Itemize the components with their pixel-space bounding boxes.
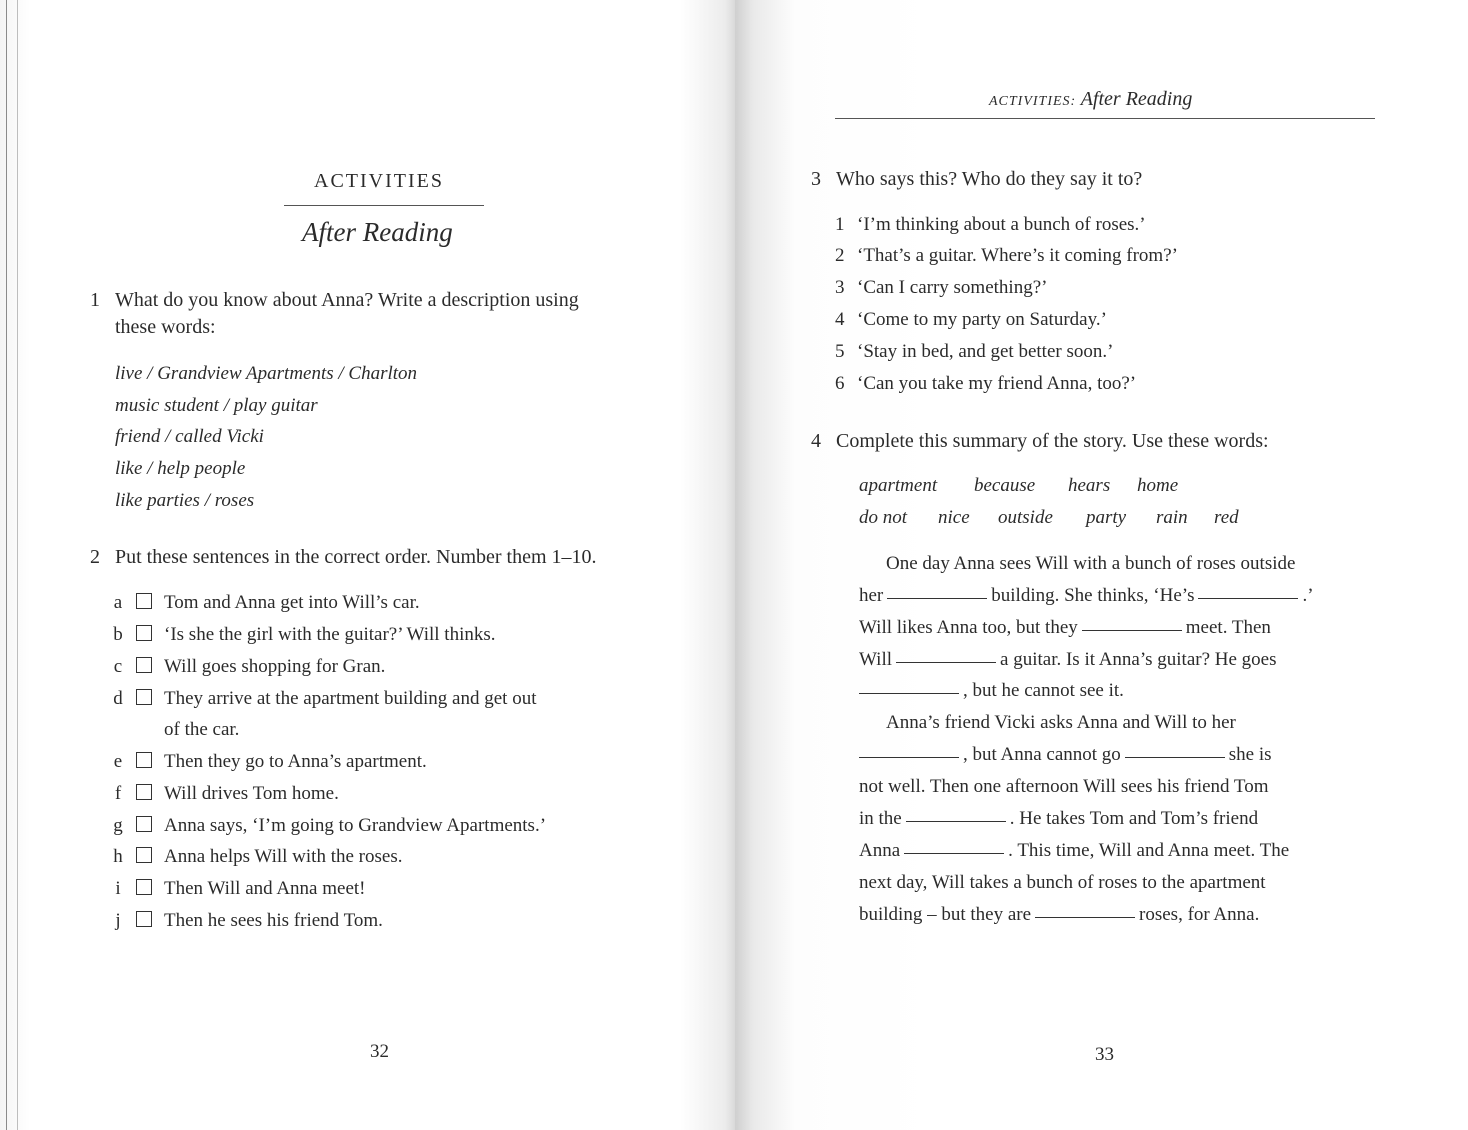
title-rule <box>284 205 484 206</box>
answer-blank[interactable] <box>1082 630 1182 631</box>
q2-item <box>108 624 496 646</box>
q1-prompt-line2: these words: <box>115 316 216 338</box>
answer-checkbox[interactable] <box>136 911 152 927</box>
summary-text: .’ <box>1302 585 1314 606</box>
q2-prompt: Put these sentences in the correct order. Number them 1–10. <box>115 546 597 568</box>
subtitle: After Reading <box>302 217 453 247</box>
q3-item-text: ‘Stay in bed, and get better soon.’ <box>857 341 1114 362</box>
answer-blank[interactable] <box>896 662 996 663</box>
q2-item-letter: g <box>113 815 123 836</box>
q3-number: 3 <box>811 168 821 190</box>
summary-text: , but Anna cannot go <box>963 744 1121 765</box>
summary-text: meet. Then <box>1185 617 1271 638</box>
q2-item-text: ‘Is she the girl with the guitar?’ Will thinks. <box>164 624 496 645</box>
section-title: ACTIVITIES <box>314 170 444 192</box>
q3-item <box>835 214 1146 236</box>
q2-item-letter: c <box>113 656 123 677</box>
summary-line <box>859 617 1271 639</box>
page-stack-edge <box>6 0 18 1130</box>
answer-blank[interactable] <box>906 821 1006 822</box>
q3-item <box>835 245 1178 267</box>
summary-line <box>859 840 1289 862</box>
q3-item <box>835 277 1047 299</box>
q2-item <box>108 878 366 900</box>
q4-word: outside <box>998 507 1053 528</box>
q2-item <box>108 783 339 805</box>
summary-line <box>859 680 1124 702</box>
q1-number: 1 <box>90 289 100 311</box>
q2-number: 2 <box>90 546 100 568</box>
q4-prompt: Complete this summary of the story. Use these words: <box>836 430 1269 452</box>
summary-text: she is <box>1228 744 1272 765</box>
summary-text: . This time, Will and Anna meet. The <box>1008 840 1290 861</box>
page-number: 32 <box>370 1041 389 1062</box>
answer-blank[interactable] <box>859 693 959 694</box>
q4-word: hears <box>1068 475 1111 496</box>
summary-text: her <box>859 585 884 606</box>
running-head-rule <box>835 118 1375 119</box>
q2-item-continuation: of the car. <box>164 719 240 740</box>
q2-item-text: Then he sees his friend Tom. <box>164 910 383 931</box>
q2-item-letter: i <box>115 878 121 899</box>
q2-item-text: They arrive at the apartment building and get out <box>164 688 537 709</box>
q2-item-text: Anna says, ‘I’m going to Grandview Apartments.’ <box>164 815 547 836</box>
summary-text: . He takes Tom and Tom’s friend <box>1009 808 1259 829</box>
summary-line <box>859 808 1258 830</box>
q3-item-number: 6 <box>835 373 845 394</box>
summary-line <box>859 744 1272 766</box>
summary-text: Anna <box>859 840 901 861</box>
summary-line <box>859 904 1259 926</box>
answer-checkbox[interactable] <box>136 784 152 800</box>
q3-item-number: 2 <box>835 245 845 266</box>
q3-item-number: 1 <box>835 214 845 235</box>
q1-word-group: friend / called Vicki <box>115 426 264 447</box>
summary-line <box>859 585 1314 607</box>
q4-word: party <box>1086 507 1127 528</box>
q1-word-group: music student / play guitar <box>115 395 318 416</box>
q3-item-text: ‘That’s a guitar. Where’s it coming from?’ <box>857 245 1178 266</box>
running-head-caps: ACTIVITIES: <box>989 94 1077 109</box>
q2-item-letter: a <box>113 592 123 613</box>
summary-text: Will likes Anna too, but they <box>859 617 1078 638</box>
q2-item-letter: e <box>113 751 123 772</box>
q2-item <box>108 910 383 932</box>
page-number: 33 <box>1095 1044 1114 1065</box>
q3-item-number: 3 <box>835 277 845 298</box>
q2-item-text: Will drives Tom home. <box>164 783 339 804</box>
q4-word: do not <box>859 507 908 528</box>
answer-blank[interactable] <box>1125 757 1225 758</box>
answer-blank[interactable] <box>904 853 1004 854</box>
answer-checkbox[interactable] <box>136 879 152 895</box>
answer-blank[interactable] <box>1035 917 1135 918</box>
answer-checkbox[interactable] <box>136 847 152 863</box>
right-page <box>735 0 1468 1130</box>
q2-item <box>108 815 546 837</box>
answer-checkbox[interactable] <box>136 816 152 832</box>
summary-text: , but he cannot see it. <box>963 680 1124 701</box>
running-head-italic: After Reading <box>1080 88 1193 110</box>
answer-checkbox[interactable] <box>136 689 152 705</box>
q2-item-text: Will goes shopping for Gran. <box>164 656 386 677</box>
q4-word: apartment <box>859 475 938 496</box>
answer-blank[interactable] <box>887 598 987 599</box>
q3-item <box>835 341 1113 363</box>
q4-word: home <box>1137 475 1179 496</box>
answer-blank[interactable] <box>859 757 959 758</box>
q3-item-text: ‘Can you take my friend Anna, too?’ <box>857 373 1137 394</box>
q3-item-number: 5 <box>835 341 845 362</box>
q1-word-group: like / help people <box>115 458 246 479</box>
q2-item-text: Then Will and Anna meet! <box>164 878 366 899</box>
q2-item <box>108 751 427 773</box>
q4-word: red <box>1214 507 1239 528</box>
q1-prompt-line1: What do you know about Anna? Write a description using <box>115 289 579 311</box>
q4-word: rain <box>1156 507 1188 528</box>
running-head <box>989 88 1192 111</box>
q4-word: nice <box>938 507 970 528</box>
q3-item <box>835 309 1107 331</box>
q2-item <box>108 592 420 614</box>
q2-item-text: Tom and Anna get into Will’s car. <box>164 592 420 613</box>
q2-item-letter: h <box>113 846 123 867</box>
answer-checkbox[interactable] <box>136 593 152 609</box>
answer-checkbox[interactable] <box>136 625 152 641</box>
q3-item-number: 4 <box>835 309 845 330</box>
summary-text: building – but they are <box>859 904 1032 925</box>
q1-word-group: like parties / roses <box>115 490 255 511</box>
q3-item <box>835 373 1136 395</box>
q3-item-text: ‘Come to my party on Saturday.’ <box>857 309 1107 330</box>
q2-item-text: Anna helps Will with the roses. <box>164 846 403 867</box>
summary-text: Will <box>859 649 893 670</box>
q4-word: because <box>974 475 1036 496</box>
q2-item <box>108 688 537 710</box>
q1-word-group: live / Grandview Apartments / Charlton <box>115 363 418 384</box>
q2-item-letter: d <box>113 688 123 709</box>
q2-item <box>108 846 402 868</box>
q2-item-text: Then they go to Anna’s apartment. <box>164 751 427 772</box>
summary-text: building. She thinks, ‘He’s <box>991 585 1195 606</box>
summary-line: One day Anna sees Will with a bunch of roses outside <box>886 553 1296 574</box>
q2-item-letter: f <box>114 783 122 804</box>
answer-checkbox[interactable] <box>136 752 152 768</box>
q3-item-text: ‘Can I carry something?’ <box>857 277 1048 298</box>
summary-line <box>859 649 1277 671</box>
summary-line: Anna’s friend Vicki asks Anna and Will to her <box>886 712 1236 733</box>
q2-item-letter: b <box>113 624 123 645</box>
q3-item-text: ‘I’m thinking about a bunch of roses.’ <box>857 214 1146 235</box>
answer-blank[interactable] <box>1198 598 1298 599</box>
q2-item-letter: j <box>115 910 121 931</box>
summary-line: not well. Then one afternoon Will sees his friend Tom <box>859 776 1269 797</box>
summary-text: a guitar. Is it Anna’s guitar? He goes <box>1000 649 1277 670</box>
answer-checkbox[interactable] <box>136 657 152 673</box>
q2-item <box>108 656 385 678</box>
q3-prompt: Who says this? Who do they say it to? <box>836 168 1143 190</box>
q4-number: 4 <box>811 430 821 452</box>
summary-text: roses, for Anna. <box>1139 904 1260 925</box>
summary-line: next day, Will takes a bunch of roses to the apartment <box>859 872 1266 893</box>
summary-text: in the <box>859 808 902 829</box>
